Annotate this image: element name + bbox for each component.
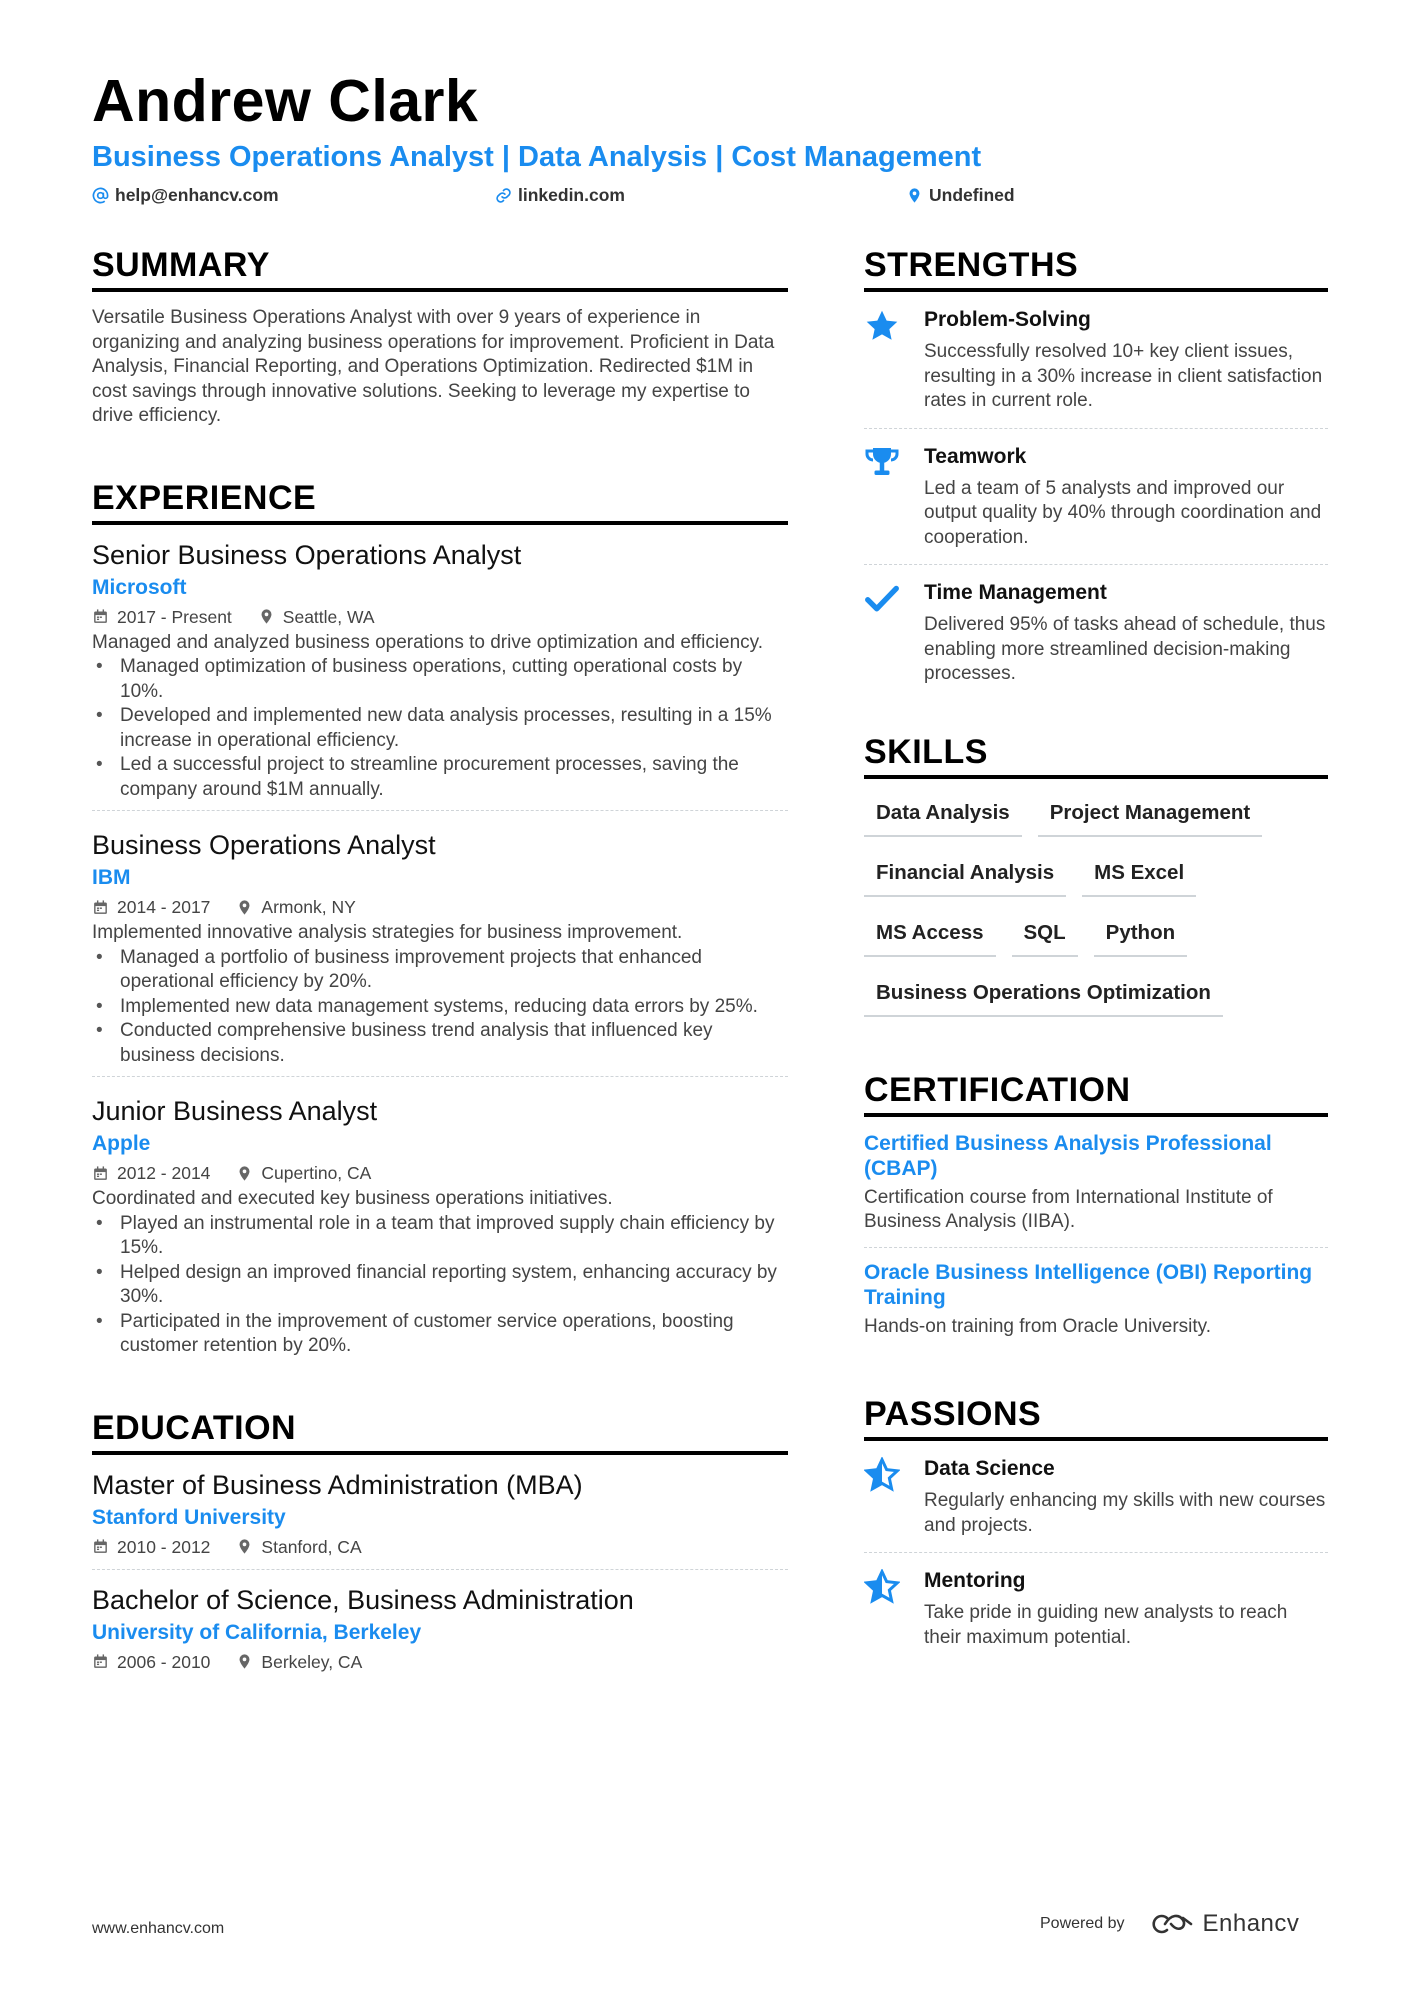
skills-title: SKILLS [864, 735, 1328, 779]
candidate-headline: Business Operations Analyst | Data Analysis | Cost Management [92, 141, 982, 173]
strength-item [864, 443, 1328, 566]
at-icon [92, 187, 109, 204]
job-entry [92, 539, 788, 812]
certification-item [864, 1260, 1328, 1352]
skills-section [864, 732, 1328, 1033]
job-bullet: • Developed and implemented new data analysis processes, resulting in a 15% increase in operational efficiency. [92, 704, 788, 753]
strengths-title: STRENGTHS [864, 248, 1328, 292]
job-entry [92, 1095, 788, 1367]
job-bullet: • Led a successful project to streamline procurement processes, saving the company around $1M annually. [92, 753, 788, 802]
location-pin-icon [236, 899, 253, 916]
summary-title: SUMMARY [92, 248, 788, 292]
school-name[interactable]: Stanford University [92, 1505, 286, 1529]
job-bullet: • Participated in the improvement of customer service operations, boosting customer retention by 20%. [92, 1310, 788, 1359]
skill-tag: Project Management [1038, 793, 1263, 837]
location-pin-icon [906, 187, 923, 204]
job-entry [92, 829, 788, 1077]
location-pin-icon [236, 1653, 253, 1670]
company-name[interactable]: IBM [92, 866, 131, 889]
strengths-section [864, 248, 1328, 701]
passion-desc: Regularly enhancing my skills with new courses and projects. [924, 1490, 1326, 1536]
job-bullet: • Conducted comprehensive business trend analysis that influenced key business decisions. [92, 1019, 788, 1068]
experience-title: EXPERIENCE [92, 481, 788, 525]
job-dates: 2012 - 2014 [117, 1163, 211, 1183]
summary-section [92, 248, 788, 429]
candidate-name: Andrew Clark [92, 68, 479, 134]
job-meta [92, 603, 788, 631]
calendar-icon [92, 1653, 109, 1670]
contact-location-text: Undefined [929, 185, 1015, 205]
location-pin-icon [258, 608, 275, 625]
powered-by-label: Powered by [1040, 1915, 1125, 1932]
passions-title: PASSIONS [864, 1397, 1328, 1441]
calendar-icon [92, 1538, 109, 1555]
company-name[interactable]: Microsoft [92, 575, 187, 599]
passions-section [864, 1397, 1328, 1664]
brand-logo [1147, 1910, 1300, 1938]
contact-linkedin-text: linkedin.com [518, 185, 625, 205]
star-outline-icon [864, 1569, 900, 1605]
education-meta [92, 1648, 788, 1676]
brand-name: Enhancv [1202, 1910, 1300, 1937]
education-entry [92, 1469, 788, 1570]
job-description: Coordinated and executed key business operations initiatives. [92, 1188, 613, 1209]
education-section [92, 1408, 788, 1684]
job-meta [92, 893, 788, 921]
job-bullets [92, 1212, 788, 1359]
job-bullets [92, 655, 788, 802]
job-title: Junior Business Analyst [92, 1096, 378, 1126]
calendar-icon [92, 608, 109, 625]
job-location: Seattle, WA [282, 606, 375, 627]
job-bullet: • Managed optimization of business operations, cutting operational costs by 10%. [92, 655, 788, 704]
trophy-icon [864, 445, 900, 481]
certification-item [864, 1131, 1328, 1248]
star-icon [864, 308, 900, 344]
job-description: Managed and analyzed business operations to drive optimization and efficiency. [92, 631, 764, 653]
job-bullet: • Managed a portfolio of business improvement projects that enhanced operational efficiency by 20%. [92, 946, 788, 995]
passion-item [864, 1567, 1328, 1664]
experience-section [92, 478, 788, 1367]
job-meta [92, 1159, 788, 1187]
certification-name[interactable]: Certified Business Analysis Professional (CBAP) [864, 1131, 1272, 1180]
job-bullets [92, 946, 788, 1069]
contact-email[interactable] [92, 185, 279, 206]
job-dates: 2014 - 2017 [117, 897, 211, 917]
education-title: EDUCATION [92, 1411, 788, 1455]
passion-title: Data Science [924, 1457, 1055, 1480]
strength-desc: Led a team of 5 analysts and improved our output quality by 40% through coordination and cooperation. [924, 477, 1322, 548]
skills-list [864, 793, 1328, 1033]
education-entry [92, 1584, 788, 1684]
job-bullet: • Played an instrumental role in a team that improved supply chain efficiency by 15%. [92, 1212, 788, 1261]
job-description: Implemented innovative analysis strategies for business improvement. [92, 922, 683, 943]
location-pin-icon [236, 1538, 253, 1555]
school-name[interactable]: University of California, Berkeley [92, 1620, 422, 1644]
strength-desc: Delivered 95% of tasks ahead of schedule, thus enabling more streamlined decision-making processes. [924, 614, 1326, 684]
left-column [92, 248, 788, 1684]
job-bullet: • Helped design an improved financial reporting system, enhancing accuracy by 30%. [92, 1261, 788, 1310]
job-location: Cupertino, CA [261, 1163, 372, 1183]
education-meta [92, 1533, 788, 1561]
strength-item [864, 579, 1328, 701]
company-name[interactable]: Apple [92, 1132, 151, 1155]
link-icon [495, 187, 512, 204]
skill-tag: Financial Analysis [864, 853, 1066, 897]
skill-tag: SQL [1012, 913, 1078, 957]
job-dates: 2017 - Present [117, 606, 232, 627]
skill-tag: Data Analysis [864, 793, 1022, 837]
skill-tag: MS Excel [1082, 853, 1196, 897]
contact-linkedin[interactable] [495, 185, 625, 206]
skill-tag: MS Access [864, 913, 996, 957]
strength-item [864, 306, 1328, 429]
job-location: Armonk, NY [261, 897, 356, 917]
certification-name[interactable]: Oracle Business Intelligence (OBI) Reporting Training [864, 1260, 1313, 1309]
certification-desc: Certification course from International Institute of Business Analysis (IIBA). [864, 1186, 1273, 1232]
right-column [864, 248, 1328, 1664]
location-pin-icon [236, 1165, 253, 1182]
star-outline-icon [864, 1457, 900, 1493]
summary-text: Versatile Business Operations Analyst with over 9 years of experience in organizing and analyzing business operations for improvement. Proficient in Data Analysis, Financial Reporting, and Operations Optimization. Redirected $1M in cost savings through innovative solutions. Seeking to leverage my expertise to drive efficiency. [92, 307, 775, 426]
strength-title: Problem-Solving [924, 308, 1091, 331]
contact-location [906, 185, 1015, 206]
degree-title: Bachelor of Science, Business Administration [92, 1584, 634, 1615]
strength-title: Time Management [924, 581, 1107, 604]
skill-tag: Business Operations Optimization [864, 973, 1223, 1017]
calendar-icon [92, 899, 109, 916]
education-dates: 2010 - 2012 [117, 1536, 211, 1557]
certification-section [864, 1070, 1328, 1352]
footer-branding[interactable] [1040, 1910, 1299, 1938]
job-title: Senior Business Operations Analyst [92, 539, 522, 570]
calendar-icon [92, 1165, 109, 1182]
strength-desc: Successfully resolved 10+ key client issues, resulting in a 30% increase in client satisfaction rates in current role. [924, 341, 1323, 411]
strength-title: Teamwork [924, 444, 1027, 468]
certification-title: CERTIFICATION [864, 1073, 1328, 1117]
enhancv-logo-icon [1147, 1911, 1195, 1937]
certification-desc: Hands-on training from Oracle University. [864, 1315, 1212, 1337]
education-dates: 2006 - 2010 [117, 1651, 211, 1672]
passion-title: Mentoring [924, 1569, 1026, 1592]
degree-title: Master of Business Administration (MBA) [92, 1469, 583, 1500]
job-title: Business Operations Analyst [92, 830, 436, 860]
job-bullet: • Implemented new data management systems, reducing data errors by 25%. [92, 995, 788, 1020]
skill-tag: Python [1094, 913, 1187, 957]
checkmark-icon [864, 581, 900, 617]
footer-website[interactable]: www.enhancv.com [92, 1920, 225, 1937]
passion-desc: Take pride in guiding new analysts to reach their maximum potential. [924, 1602, 1288, 1648]
passion-item [864, 1455, 1328, 1553]
education-location: Berkeley, CA [261, 1651, 363, 1672]
contact-email-text: help@enhancv.com [115, 185, 279, 205]
education-location: Stanford, CA [261, 1536, 362, 1557]
